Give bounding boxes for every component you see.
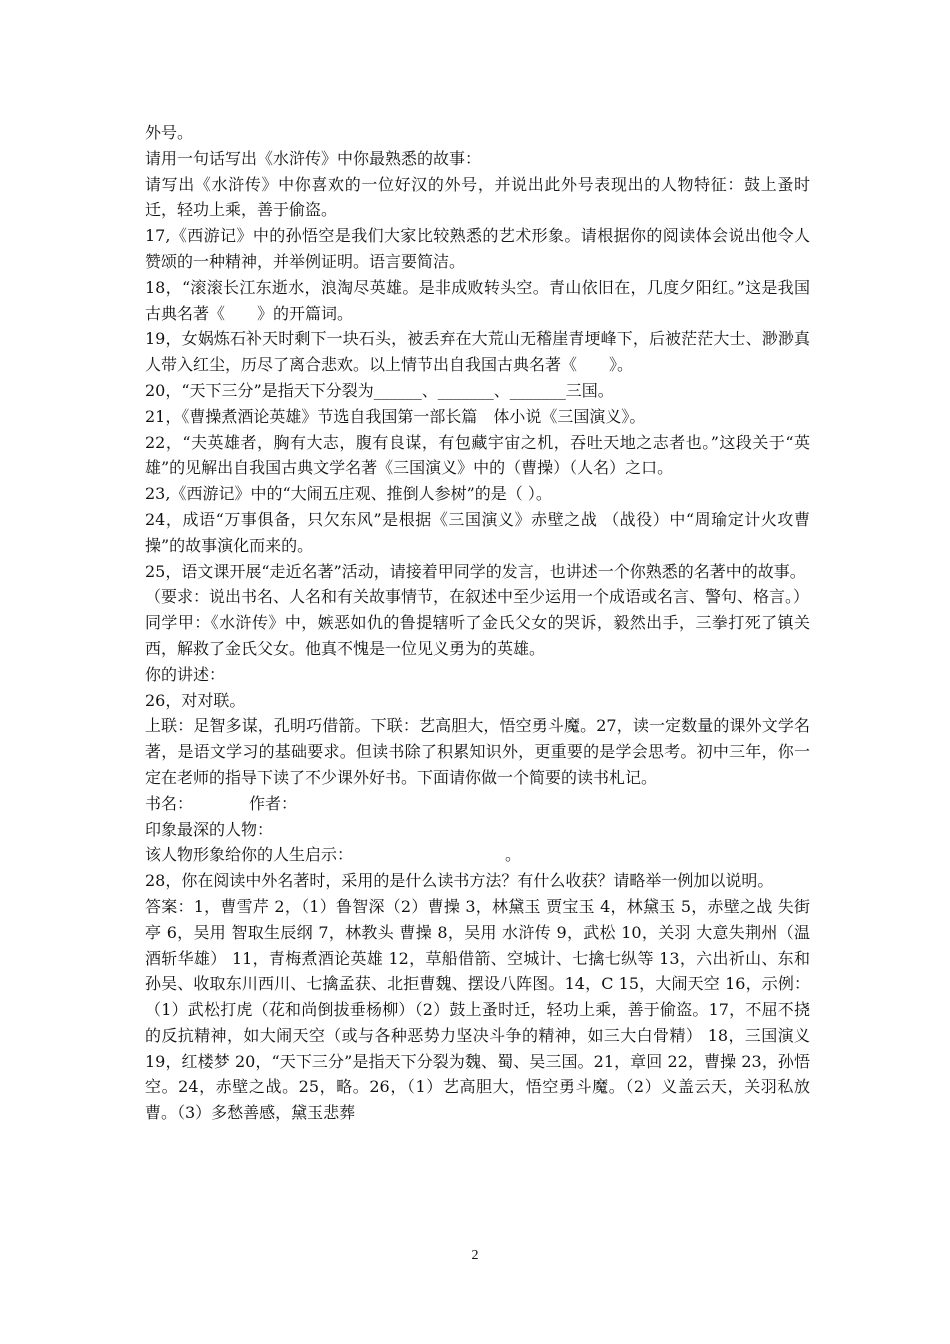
text-line: 印象最深的人物： [145, 819, 274, 839]
text-line: 21，《曹操煮酒论英雄》节选自我国第一部长篇 体小说《三国演义》。 [145, 406, 646, 426]
text-line: 19，女娲炼石补天时剩下一块石头，被丢弃在大荒山无稽崖青埂峰下，后被茫茫大士、渺渺真人带入红尘，历尽了离合悲欢。以上情节出自我国古典名著《 》。 [145, 329, 810, 375]
text-line: （要求：说出书名、人名和有关故事情节，在叙述中至少运用一个成语或名言、警句、格言。） [145, 587, 810, 607]
text-line: 上联：足智多谋，孔明巧借箭。下联：艺高胆大，悟空勇斗魔。27，读一定数量的课外文学名著，是语文学习的基础要求。但读书除了积累知识外，更重要的是学会思考。初中三年，你一定在老师的指导下读了不少课外好书。下面请你做一个简要的读书札记。 [145, 716, 810, 787]
document-body [145, 120, 816, 1126]
text-line: 请写出《水浒传》中你喜欢的一位好汉的外号，并说出此外号表现出的人物特征：鼓上蚤时迁，轻功上乘，善于偷盗。 [145, 174, 810, 220]
text-line: 23,《西游记》中的“大闹五庄观、推倒人参树”的是（ ）。 [145, 484, 552, 504]
text-line: 18，“滚滚长江东逝水，浪淘尽英雄。是非成败转头空。青山依旧在，几度夕阳红。”这是我国古典名著《 》的开篇词。 [145, 277, 810, 323]
text-line: 书名： 作者： [145, 793, 298, 813]
text-line: 请用一句话写出《水浒传》中你最熟悉的故事： [145, 148, 482, 168]
text-line: 20，“天下三分”是指天下分裂为______、_______、_______三国。 [145, 380, 614, 400]
text-line: 25，语文课开展“走近名著”活动，请接着甲同学的发言，也讲述一个你熟悉的名著中的故事。 [145, 561, 806, 581]
text-line: 24，成语“万事俱备，只欠东风”是根据《三国演义》赤壁之战 （战役）中“周瑜定计火攻曹操”的故事演化而来的。 [145, 509, 810, 555]
text-line: 17,《西游记》中的孙悟空是我们大家比较熟悉的艺术形象。请根据你的阅读体会说出他令人赞颂的一种精神，并举例证明。语言要简洁。 [145, 226, 810, 271]
page-number: 2 [471, 1248, 479, 1263]
text-line: 26，对对联。 [145, 690, 246, 710]
text-line: 同学甲：《水浒传》中，嫉恶如仇的鲁提辖听了金氏父女的哭诉，毅然出手，三拳打死了镇关西，解救了金氏父女。他真不愧是一位见义勇为的英雄。 [145, 613, 810, 658]
text-line: 你的讲述： [145, 664, 226, 684]
text-line: 外号。 [145, 123, 194, 142]
text-line: 22，“夫英雄者，胸有大志，腹有良谋，有包藏宇宙之机，吞吐天地之志者也。”这段关于“英雄”的见解出自我国古典文学名著《三国演义》中的（曹操）（人名）之口。 [145, 432, 810, 478]
text-line: 该人物形象给你的人生启示： 。 [145, 845, 522, 865]
answer-paragraph: 答案：1，曹雪芹 2，（1）鲁智深（2）曹操 3，林黛玉 贾宝玉 4，林黛玉 5，赤壁之战 失街亭 6，吴用 智取生辰纲 7，林教头 曹操 8，吴用 水浒传 9，武松 10，关羽 大意失荆州（温酒斩华雄） 11，青梅煮酒论英雄 12，草船借箭、空城计、七擒七纵等 13，六出祈山、东和孙吴、收取东川西川、七擒孟获、北拒曹魏、摆设八阵图。14，C 15，大闹天空 16，示例：（1）武松打虎（花和尚倒拔垂杨柳）（2）鼓上蚤时迁，轻功上乘，善于偷盗。17，不屈不挠的反抗精神，如大闹天空（或与各种恶势力坚决斗争的精神，如三大白骨精） 18，三国演义 19，红楼梦 20，“天下三分”是指天下分裂为魏、蜀、吴三国。21，章回 22，曹操 23，孙悟空。24，赤壁之战。25，略。26，（1）艺高胆大，悟空勇斗魔。（2）义盖云天，关羽私放曹。（3）多愁善感，黛玉悲葬 [145, 896, 816, 1123]
text-line: 28，你在阅读中外名著时，采用的是什么读书方法？有什么收获？请略举一例加以说明。 [145, 871, 774, 891]
